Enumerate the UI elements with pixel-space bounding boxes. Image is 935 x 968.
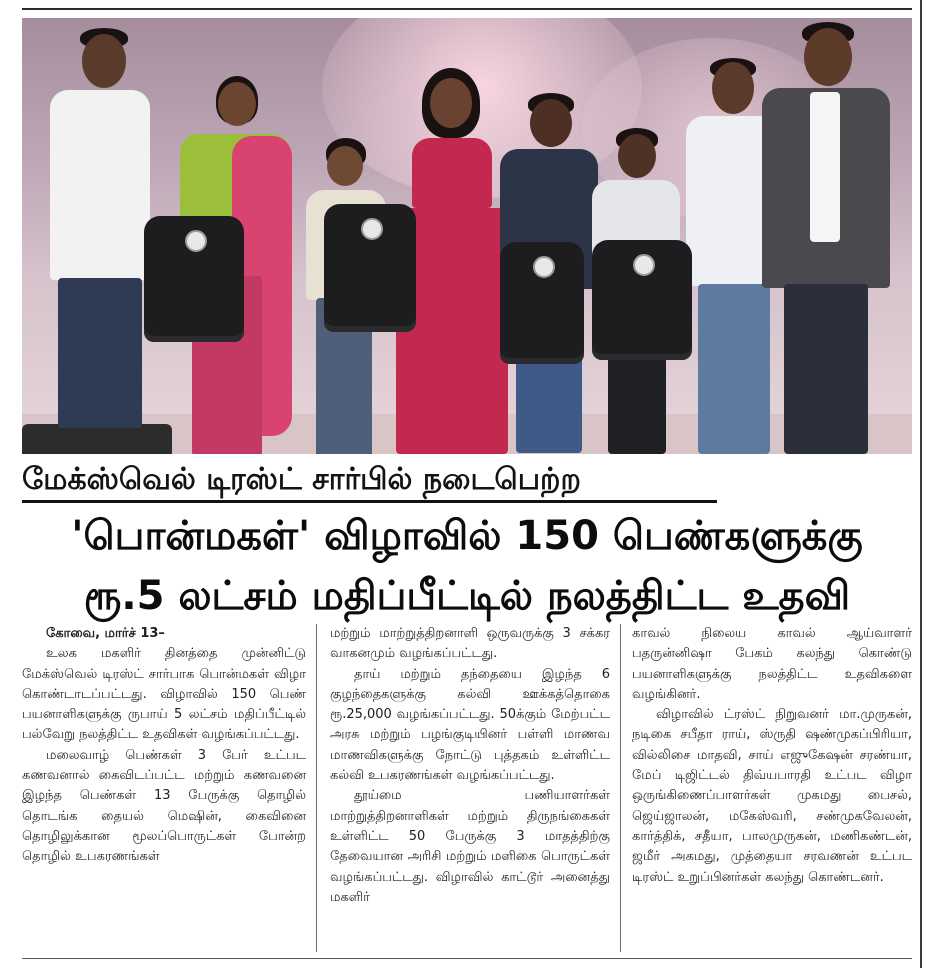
trust-logo-icon <box>361 218 383 240</box>
headline-main-line1: 'பொன்மகள்' விழாவில் 150 பெண்களுக்கு <box>71 513 863 559</box>
column-divider <box>316 624 317 952</box>
article-paragraph: விழாவில் ட்ரஸ்ட் நிறுவனர் மா.முருகன், நடிகை சபீதா ராய், ஸ்ருதி ஷண்முகப்பிரியா, வில்லிசை மாதவி, சாய் எஜுகேஷன் சரண்யா, மேப் டிஜிட்டல் திவ்யபாரதி உட்பட விழா ஒருங்கிணைப்பாளர்கள் முகமது பைசல், ஜெய்ஜாலன், மகேஸ்வரி, சண்முகவேலன், கார்த்திக், சதீயா, பாலமுருகன், மணிகண்டன், ஜமீர் அகமது, முத்தையா சரவணன் உட்பட டிரஸ்ட் உறுப்பினர்கள் கலந்து கொண்டனர். <box>632 707 912 885</box>
backpack-3 <box>500 242 584 364</box>
right-column-rule <box>920 0 922 968</box>
article-paragraph: உலக மகளிர் தினத்தை முன்னிட்டு மேக்ஸ்வெல் டிரஸ்ட் சார்பாக பொன்மகள் விழா கொண்டாடப்பட்டது. விழாவில் 150 பெண் பயனாளிகளுக்கு ருபாய் 5 லட்சம் மதிப்பீட்டில் பல்வேறு நலத்திட்ட உதவிகள் வழங்கப்பட்டது. <box>22 646 306 743</box>
article-column-3 <box>632 624 912 954</box>
article-column-2 <box>330 624 610 954</box>
trust-logo-icon <box>633 254 655 276</box>
person-man-grey-blazer <box>762 22 892 454</box>
article-column-1 <box>22 624 306 954</box>
article-paragraph: மலைவாழ் பெண்கள் 3 பேர் உட்பட கணவனால் கைவிடப்பட்ட மற்றும் கணவனை இழந்த பெண்கள் 13 பேருக்கு தொழில் தொடங்க தையல் மெஷின், கைவினை தொழிலுக்கான மூலப்பொருட்கள் போன்ற தொழில் உபகரணங்கள் <box>22 747 306 865</box>
headline-main-line2: ரூ.5 லட்சம் மதிப்பீட்டில் நலத்திட்ட உதவி <box>83 573 851 619</box>
column-divider <box>620 624 621 952</box>
article-paragraph: காவல் நிலைய காவல் ஆய்வாளர் பதருன்னிஷா பேகம் கலந்து கொண்டு பயனாளிகளுக்கு நலத்திட்ட உதவிகளை வழங்கினர். <box>632 626 912 702</box>
backpack-2 <box>324 204 416 332</box>
backpack-1 <box>144 216 244 342</box>
bottom-border-rule <box>22 958 912 959</box>
top-border-rule <box>22 8 912 10</box>
trust-logo-icon <box>533 256 555 278</box>
trust-logo-icon <box>185 230 207 252</box>
dateline: கோவை, மார்ச் 13– <box>46 626 165 641</box>
backpack-4 <box>592 240 692 360</box>
headline-kicker: மேக்ஸ்வெல் டிரஸ்ட் சார்பில் நடைபெற்ற <box>22 460 717 503</box>
article-paragraph: தூய்மை பணியாளர்கள் மாற்றுத்திறனாளிகள் மற்றும் திருநங்கைகள் உள்ளிட்ட 50 பேருக்கு 3 மாதத்திற்கு தேவையான அரிசி மற்றும் மளிகை பொருட்கள் வழங்கப்பட்டது. விழாவில் காட்டூர் அனைத்து மகளிர் <box>330 788 610 905</box>
article-paragraph: மற்றும் மாற்றுத்திறனாளி ஒருவருக்கு 3 சக்கர வாகனமும் வழங்கப்பட்டது. <box>330 626 610 662</box>
article-paragraph: தாய் மற்றும் தந்தையை இழந்த 6 குழந்தைகளுக்கு கல்வி ஊக்கத்தொகை ரூ.25,000 வழங்கப்பட்டது. 50க்கும் மேற்பட்ட அரசு மற்றும் பழங்குடியினர் பள்ளி மாணவ மாணவிகளுக்கு நோட்டு புத்தகம் உள்ளிட்ட கல்வி உபகரணங்கள் வழங்கப்பட்டது. <box>330 666 610 784</box>
stage-speaker <box>22 424 172 454</box>
news-photo <box>22 18 912 454</box>
